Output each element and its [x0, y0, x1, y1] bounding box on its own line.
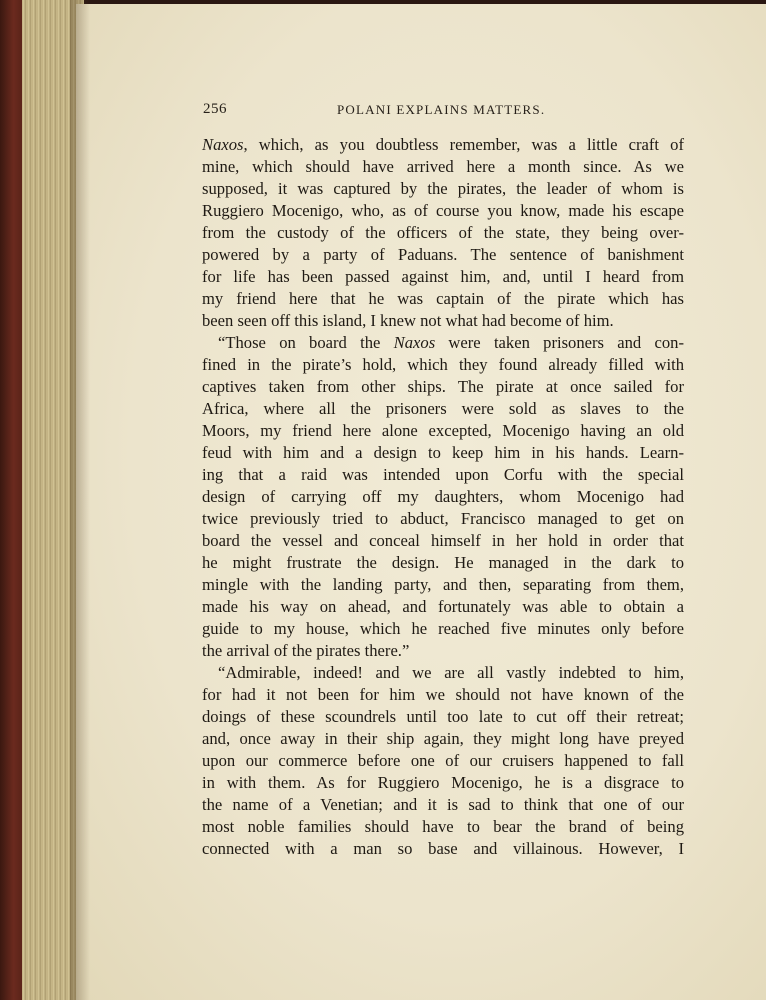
text-segment: for life has been passed against him, and, until I heard from	[202, 267, 684, 286]
text-segment: doings of these scoundrels until too late to cut off their retreat;	[202, 707, 684, 726]
text-segment: “Those on board the	[218, 333, 394, 352]
text-segment: captives taken from other ships. The pirate at once sailed for	[202, 377, 684, 396]
text-segment: the arrival of the pirates there.”	[202, 641, 410, 660]
text-line	[202, 156, 684, 178]
text-segment: he might frustrate the design. He managed in the dark to	[202, 553, 684, 572]
body-text	[202, 134, 684, 860]
text-segment: Moors, my friend here alone excepted, Mocenigo having an old	[202, 421, 684, 440]
text-segment: feud with him and a design to keep him in his hands. Learn-	[202, 443, 684, 462]
text-line	[202, 222, 684, 244]
text-segment: board the vessel and conceal himself in her hold in order that	[202, 531, 684, 550]
text-segment: ing that a raid was intended upon Corfu with the special	[202, 465, 684, 484]
text-segment: been seen off this island, I knew not what had become of him.	[202, 311, 614, 330]
text-segment: powered by a party of Paduans. The sentence of banishment	[202, 245, 684, 264]
text-line	[202, 838, 684, 860]
text-segment: most noble families should have to bear the brand of being	[202, 817, 684, 836]
text-line	[202, 420, 684, 442]
text-line	[202, 596, 684, 618]
text-line	[202, 640, 684, 662]
text-segment: my friend here that he was captain of the pirate which has	[202, 289, 684, 308]
text-line	[202, 486, 684, 508]
running-title: POLANI EXPLAINS MATTERS.	[337, 102, 546, 117]
text-line	[202, 552, 684, 574]
text-line	[202, 530, 684, 552]
text-segment: Ruggiero Mocenigo, who, as of course you know, made his escape	[202, 201, 684, 220]
text-line	[202, 134, 684, 156]
text-line	[202, 376, 684, 398]
text-line	[202, 574, 684, 596]
text-line	[202, 706, 684, 728]
text-line	[202, 178, 684, 200]
text-line	[202, 310, 684, 332]
text-segment: design of carrying off my daughters, whom Mocenigo had	[202, 487, 684, 506]
text-segment: guide to my house, which he reached five minutes only before	[202, 619, 684, 638]
text-line	[202, 288, 684, 310]
text-line	[202, 266, 684, 288]
text-line	[202, 618, 684, 640]
text-segment: Africa, where all the prisoners were sold as slaves to the	[202, 399, 684, 418]
text-line	[202, 332, 684, 354]
italic-text: Naxos	[202, 135, 244, 154]
text-segment: mingle with the landing party, and then, separating from them,	[202, 575, 684, 594]
text-segment: and, once away in their ship again, they might long have preyed	[202, 729, 684, 748]
text-segment: for had it not been for him we should not have known of the	[202, 685, 684, 704]
text-line	[202, 442, 684, 464]
text-line	[202, 794, 684, 816]
text-segment: fined in the pirate’s hold, which they found already filled with	[202, 355, 684, 374]
text-line	[202, 816, 684, 838]
text-line	[202, 508, 684, 530]
page-number: 256	[203, 101, 227, 117]
text-line	[202, 662, 684, 684]
italic-text: Naxos	[393, 333, 436, 352]
text-line	[202, 464, 684, 486]
running-head	[203, 101, 683, 123]
text-segment: “Admirable, indeed! and we are all vastly indebted to him,	[218, 663, 684, 682]
text-segment: connected with a man so base and villainous. However, I	[202, 839, 684, 858]
text-line	[202, 772, 684, 794]
text-segment: upon our commerce before one of our cruisers happened to fall	[202, 751, 684, 770]
gutter-shadow	[70, 0, 90, 1000]
text-segment: from the custody of the officers of the state, they being over-	[202, 223, 684, 242]
text-segment: , which, as you doubtless remember, was a little craft of	[243, 135, 684, 154]
text-line	[202, 200, 684, 222]
text-segment: in with them. As for Ruggiero Mocenigo, he is a disgrace to	[202, 773, 684, 792]
text-segment: were taken prisoners and con-	[435, 333, 684, 352]
text-line	[202, 354, 684, 376]
text-segment: the name of a Venetian; and it is sad to think that one of our	[202, 795, 684, 814]
text-line	[202, 750, 684, 772]
text-line	[202, 684, 684, 706]
text-line	[202, 244, 684, 266]
text-segment: made his way on ahead, and fortunately was able to obtain a	[202, 597, 684, 616]
text-line	[202, 398, 684, 420]
text-segment: twice previously tried to abduct, Francisco managed to get on	[202, 509, 684, 528]
text-segment: supposed, it was captured by the pirates, the leader of whom is	[202, 179, 684, 198]
text-segment: mine, which should have arrived here a month since. As we	[202, 157, 684, 176]
text-line	[202, 728, 684, 750]
